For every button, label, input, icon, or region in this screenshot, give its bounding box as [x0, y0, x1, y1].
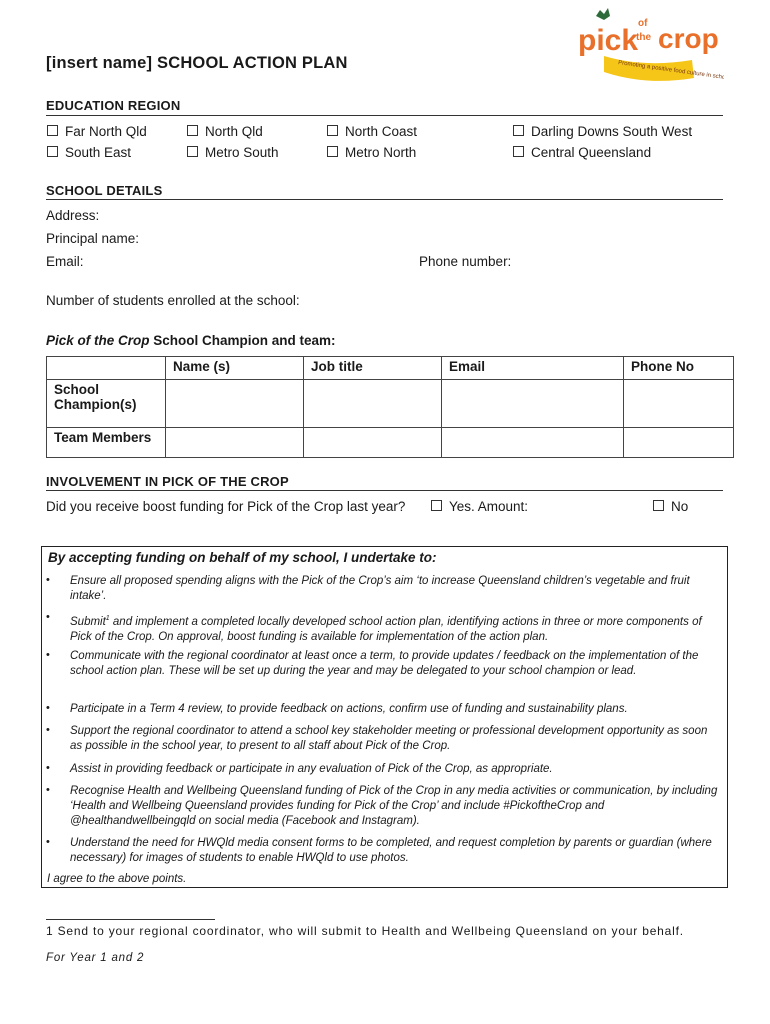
students-enrolled-label: Number of students enrolled at the school: — [46, 293, 300, 308]
checkbox-no[interactable]: No — [653, 499, 688, 514]
table-cell-input[interactable] — [304, 380, 442, 428]
row-label-team-members: Team Members — [47, 428, 166, 458]
footnote-marker: 1 — [105, 615, 110, 622]
undertaking-item: Understand the need for HWQld media consent forms to be completed, and request completion by parents or guardian (where necessary) for images of students to enable HWQld to use photos. — [70, 837, 712, 864]
checkbox-darling-downs-south-west[interactable]: Darling Downs South West — [513, 124, 692, 139]
table-header-job-title: Job title — [304, 357, 442, 380]
footnote-text: 1 Send to your regional coordinator, who will submit to Health and Wellbeing Queensland on your behalf. — [46, 924, 684, 938]
undertaking-item: Ensure all proposed spending aligns with the Pick of the Crop’s aim ‘to increase Queensland children’s vegetable and fruit intake’. — [70, 575, 690, 602]
bullet: • — [46, 784, 50, 796]
checkbox-icon — [327, 146, 338, 157]
education-region-heading: EDUCATION REGION — [46, 98, 181, 113]
row-label-school-champion: School Champion(s) — [47, 380, 166, 428]
logo-tagline: Promoting a positive food culture in schools — [617, 60, 724, 83]
logo-graphic — [574, 6, 724, 84]
table-header-phone: Phone No — [624, 357, 734, 380]
pick-of-the-crop-logo — [574, 6, 724, 84]
checkbox-icon — [47, 125, 58, 136]
undertaking-item: Assist in providing feedback or participate in any evaluation of Pick of the Crop, as appropriate. — [70, 763, 553, 775]
checkbox-north-coast[interactable]: North Coast — [327, 124, 417, 139]
logo-word-the: the — [636, 32, 651, 43]
undertaking-heading: By accepting funding on behalf of my school, I undertake to: — [48, 550, 437, 565]
bullet: • — [46, 649, 50, 661]
table-cell-input[interactable] — [624, 428, 734, 458]
checkbox-far-north-qld[interactable]: Far North Qld — [47, 124, 147, 139]
bullet: • — [46, 836, 50, 848]
table-cell-input[interactable] — [442, 380, 624, 428]
year-note: For Year 1 and 2 — [46, 952, 145, 964]
email-label: Email: — [46, 254, 84, 269]
checkbox-south-east[interactable]: South East — [47, 145, 131, 160]
checkbox-icon — [327, 125, 338, 136]
checkbox-icon — [187, 125, 198, 136]
checkbox-central-queensland[interactable]: Central Queensland — [513, 145, 651, 160]
undertaking-item: Communicate with the regional coordinator at least once a term, to provide updates / feedback on the implementation of the school action plan. These will be set up during the year and may be delegated to your school champion or lead. — [70, 650, 699, 677]
checkbox-metro-south[interactable]: Metro South — [187, 145, 279, 160]
page-title: [insert name] SCHOOL ACTION PLAN — [46, 54, 348, 72]
involvement-heading: INVOLVEMENT IN PICK OF THE CROP — [46, 474, 289, 489]
undertaking-item: Submit$^1$ and implement a completed locally developed school action plan, identifying actions in three or more components of Pick of the Crop. On approval, boost funding is available for implementation of the action plan. — [70, 615, 702, 643]
table-cell-input[interactable] — [442, 428, 624, 458]
section-divider — [46, 199, 723, 200]
section-divider — [46, 490, 723, 491]
table-header-row — [47, 357, 734, 380]
bullet: • — [46, 574, 50, 586]
table-cell-input[interactable] — [624, 380, 734, 428]
logo-word-crop: crop — [658, 23, 719, 54]
checkbox-yes-amount[interactable]: Yes. Amount: — [431, 499, 528, 514]
table-cell-input[interactable] — [304, 428, 442, 458]
school-details-heading: SCHOOL DETAILS — [46, 183, 163, 198]
checkbox-icon — [431, 500, 442, 511]
undertaking-item: Support the regional coordinator to attend a school key stakeholder meeting or professional development opportunity as soon as possible in the school year, to present to all staff about Pick of the Crop. — [70, 725, 708, 752]
undertaking-box — [41, 546, 728, 888]
team-heading: Pick of the Crop School Champion and team: — [46, 333, 336, 348]
checkbox-icon — [513, 146, 524, 157]
phone-number-label: Phone number: — [419, 254, 512, 269]
checkbox-metro-north[interactable]: Metro North — [327, 145, 416, 160]
checkbox-icon — [513, 125, 524, 136]
footnote-divider — [46, 919, 215, 920]
team-table — [46, 356, 734, 458]
boost-funding-question: Did you receive boost funding for Pick of the Crop last year? — [46, 499, 406, 514]
table-header-empty — [47, 357, 166, 380]
address-label: Address: — [46, 208, 100, 223]
undertaking-item: Recognise Health and Wellbeing Queensland funding of Pick of the Crop in any media activities or communication, by including ‘Health and Wellbeing Queensland provides funding for Pick of the Crop’ and include #PickoftheCrop and @healthandwellbeingqld on social media (Facebook and Instagram). — [70, 785, 718, 827]
table-cell-input[interactable] — [166, 380, 304, 428]
agree-statement: I agree to the above points. — [47, 873, 187, 885]
table-header-email: Email — [442, 357, 624, 380]
bullet: • — [46, 702, 50, 714]
checkbox-icon — [47, 146, 58, 157]
table-row — [47, 380, 734, 428]
checkbox-icon — [187, 146, 198, 157]
logo-word-pick: pick — [578, 24, 639, 57]
checkbox-icon — [653, 500, 664, 511]
table-row — [47, 428, 734, 458]
section-divider — [46, 115, 723, 116]
checkbox-north-qld[interactable]: North Qld — [187, 124, 263, 139]
bullet: • — [46, 762, 50, 774]
bullet: • — [46, 724, 50, 736]
bullet: • — [46, 611, 50, 623]
table-cell-input[interactable] — [166, 428, 304, 458]
principal-name-label: Principal name: — [46, 231, 140, 246]
table-header-name: Name (s) — [166, 357, 304, 380]
undertaking-item: Participate in a Term 4 review, to provide feedback on actions, confirm use of funding and sustainability plans. — [70, 703, 628, 715]
logo-word-of: of — [638, 18, 648, 29]
